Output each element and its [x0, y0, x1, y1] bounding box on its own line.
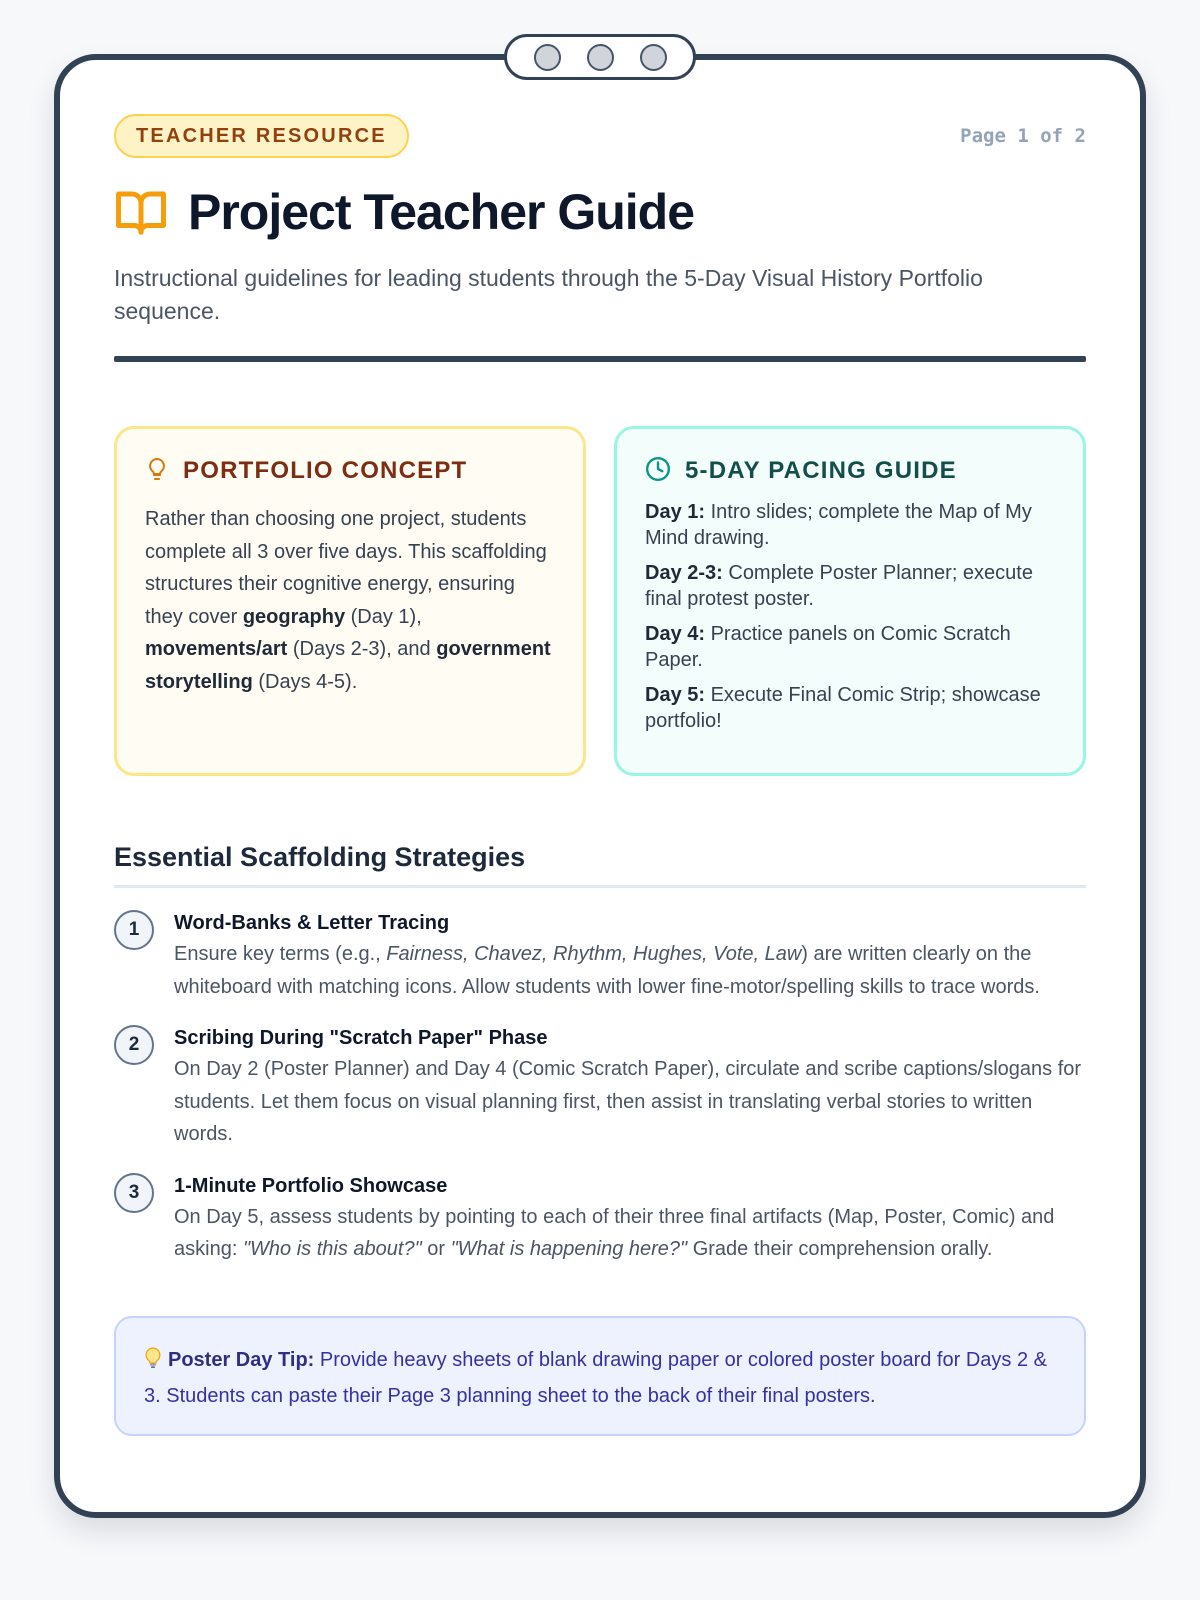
page-content	[114, 114, 1086, 1436]
pacing-day-2-3: Day 2-3: Complete Poster Planner; execute final protest poster.	[645, 562, 1033, 610]
strategy-number: 1	[114, 910, 154, 950]
strategy-description: On Day 5, assess students by pointing to each of their three final artifacts (Map, Poster, Comic) and asking: "Who is this about?" or "What is happening here?" Grade their comprehension orally.	[174, 1205, 1055, 1260]
strategy-item	[114, 910, 1086, 1003]
strategy-body	[174, 1173, 1086, 1266]
strategy-title: 1-Minute Portfolio Showcase	[174, 1174, 448, 1197]
strategies-divider	[114, 885, 1086, 888]
strategy-description: On Day 2 (Poster Planner) and Day 4 (Comic Scratch Paper), circulate and scribe captions/slogans for students. Let them focus on visual planning first, then assist in translating verbal stories to written words.	[174, 1058, 1082, 1145]
window-dots	[504, 34, 696, 80]
dot-1	[534, 44, 561, 71]
teacher-resource-badge: TEACHER RESOURCE	[114, 114, 409, 158]
strategy-body	[174, 910, 1086, 1003]
strategy-description: Ensure key terms (e.g., Fairness, Chavez, Rhythm, Hughes, Vote, Law) are written clearly on the whiteboard with matching icons. Allow students with lower fine-motor/spelling skills to trace words.	[174, 943, 1040, 998]
dot-3	[640, 44, 667, 71]
header-topline	[114, 114, 1086, 158]
page-title: Project Teacher Guide	[188, 184, 695, 240]
header-divider	[114, 356, 1086, 362]
pacing-day-5: Day 5: Execute Final Comic Strip; showcase portfolio!	[645, 684, 1041, 732]
strategy-number: 3	[114, 1173, 154, 1213]
concept-title: PORTFOLIO CONCEPT	[183, 457, 468, 484]
poster-day-tip	[114, 1316, 1086, 1436]
strategies-heading: Essential Scaffolding Strategies	[114, 842, 526, 872]
strategy-number: 2	[114, 1025, 154, 1065]
document-card	[54, 54, 1146, 1518]
clock-icon	[645, 456, 671, 487]
tip-label: Poster Day Tip:	[168, 1348, 315, 1371]
pacing-day-4: Day 4: Practice panels on Comic Scratch Paper.	[645, 623, 1011, 671]
strategy-item	[114, 1173, 1086, 1266]
title-row	[114, 172, 1086, 252]
pacing-title: 5-DAY PACING GUIDE	[685, 457, 957, 484]
concept-header	[145, 455, 555, 487]
portfolio-concept-box	[114, 426, 586, 776]
tip-text: Provide heavy sheets of blank drawing paper or colored poster board for Days 2 & 3. Students can paste their Page 3 planning sheet to the back of their final posters.	[144, 1348, 1047, 1407]
pacing-header	[645, 455, 1055, 487]
strategy-item	[114, 1025, 1086, 1151]
pacing-day-1: Day 1: Intro slides; complete the Map of My Mind drawing.	[645, 501, 1032, 549]
strategy-title: Scribing During "Scratch Paper" Phase	[174, 1027, 548, 1049]
strategy-title: Word-Banks & Letter Tracing	[174, 912, 450, 934]
concept-text: Rather than choosing one project, students complete all 3 over five days. This scaffolding structures their cognitive energy, ensuring they cover geography (Day 1), movements/art (Days 2-3), and government storytelling (Days 4-5).	[145, 508, 551, 693]
lightbulb-icon	[145, 455, 169, 488]
dot-2	[587, 44, 614, 71]
page-indicator: Page 1 of 2	[960, 125, 1086, 147]
page-subtitle: Instructional guidelines for leading students through the 5-Day Visual History Portfolio sequence.	[114, 265, 983, 324]
strategy-body	[174, 1025, 1086, 1151]
info-grid	[114, 426, 1086, 776]
book-open-icon	[114, 185, 168, 239]
pacing-guide-box	[614, 426, 1086, 776]
lightbulb-emoji-icon	[144, 1347, 162, 1380]
